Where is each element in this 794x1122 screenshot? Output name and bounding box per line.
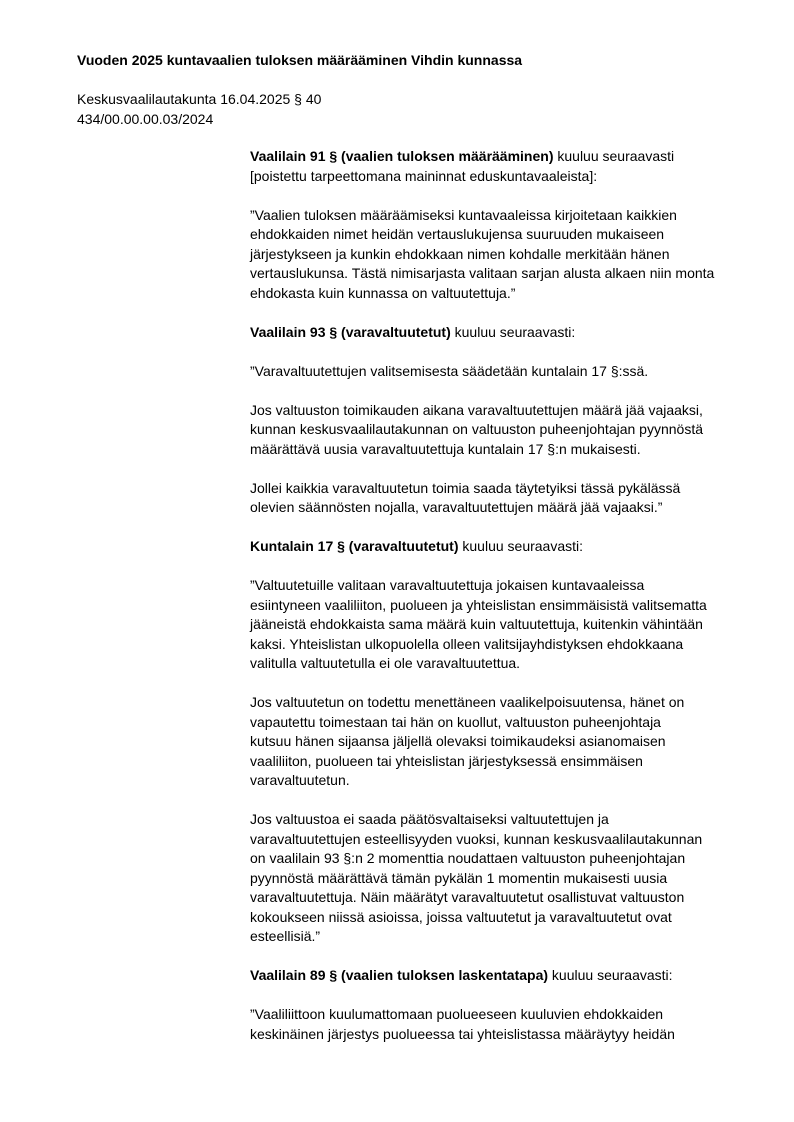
section-heading-law: Vaalilain 93 § (varavaltuutetut) [250, 323, 451, 340]
section-heading [250, 537, 742, 557]
section-heading-law: Kuntalain 17 § (varavaltuutetut) [250, 538, 459, 554]
section-heading [250, 966, 742, 986]
document-body [250, 147, 742, 1064]
section-paragraph: Jollei kaikkia varavaltuutetun toimia saada täytetyiksi tässä pykälässä olevien säännösten nojalla, varavaltuutettujen määrä jää vajaaksi.” [250, 479, 681, 515]
section-paragraph: ”Vaalien tuloksen määräämiseksi kuntavaaleissa kirjoitetaan kaikkien ehdokkaiden nimet heidän vertauslukujensa suuruuden mukaiseen järjestykseen ja kunkin ehdokkaan nimen kohdalle merkitään hänen vertauslukunsa. Tästä nimisarjasta valitaan sarjan alusta alkaen niin monta ehdokasta kuin kunnassa on valtuutettuja.” [250, 206, 715, 301]
document-meta [77, 90, 321, 129]
section-heading [250, 147, 742, 186]
section-heading-text: kuuluu seuraavasti: [548, 967, 673, 983]
record-number: 434/00.00.00.03/2024 [77, 110, 214, 127]
section-paragraph: Jos valtuuston toimikauden aikana varavaltuutettujen määrä jää vajaaksi, kunnan keskusvaalilautakunnan on valtuuston puheenjohtajan pyynnöstä määrättävä uusia varavaltuutettuja kuntalain 17 §:n mukaisesti. [250, 401, 704, 457]
section-heading-text: kuuluu seuraavasti: [458, 538, 584, 554]
section-heading-text: kuuluu seuraavasti [poistettu tarpeettomana maininnat eduskuntavaaleista]: [250, 148, 675, 184]
section-heading-law: Vaalilain 91 § (vaalien tuloksen määrääminen) [250, 148, 554, 164]
document-title: Vuoden 2025 kuntavaalien tuloksen määrääminen Vihdin kunnassa [77, 52, 523, 68]
section-paragraph: Jos valtuustoa ei saada päätösvaltaiseksi valtuutettujen ja varavaltuutettujen esteellisyyden vuoksi, kunnan keskusvaalilautakunnan on vaalilain 93 §:n 2 momenttia noudattaen valtuuston puheenjohtajan pyynnöstä määrättävä tämän pykälän 1 momentin mukaisesti uusia varavaltuutettuja. Näin määrätyt varavaltuutetut osallistuvat valtuuston kokoukseen niissä asioissa, joissa valtuutetut ja varavaltuutetut ovat esteellisiä.” [250, 811, 703, 944]
section-paragraph: ”Varavaltuutettujen valitsemisesta säädetään kuntalain 17 §:ssä. [250, 362, 649, 379]
section-paragraph: Jos valtuutetun on todettu menettäneen vaalikelpoisuutensa, hänet on vapautettu toimestaan tai hän on kuollut, valtuuston puheenjohtaja kutsuu hänen sijaansa jäljellä olevaksi toimikaudeksi asianomaisen vaaliliiton, puolueen tai yhteislistan järjestyksessä ensimmäisen varavaltuutetun. [250, 694, 685, 788]
section-paragraph: ”Vaaliliittoon kuulumattomaan puolueeseen kuuluvien ehdokkaiden keskinäinen järjestys puolueessa tai yhteislistassa määräytyy heidän [250, 1006, 675, 1042]
section-heading [250, 323, 742, 343]
section-paragraph: ”Valtuutetuille valitaan varavaltuutettuja jokaisen kuntavaaleissa esiintyneen vaaliliiton, puolueen ja yhteislistan ensimmäisistä valitsematta jääneistä ehdokkaista sama määrä kuin valtuutettuja, kuitenkin vähintään kaksi. Yhteislistan ulkopuolella olleen valitsijayhdistyksen ehdokkaana valitulla valtuutetulla ei ole varavaltuutettua. [250, 577, 707, 671]
section-heading-law: Vaalilain 89 § (vaalien tuloksen laskentatapa) [250, 967, 549, 983]
meeting-reference: Keskusvaalilautakunta 16.04.2025 § 40 [77, 91, 322, 107]
section-heading-text: kuuluu seuraavasti: [450, 323, 576, 340]
